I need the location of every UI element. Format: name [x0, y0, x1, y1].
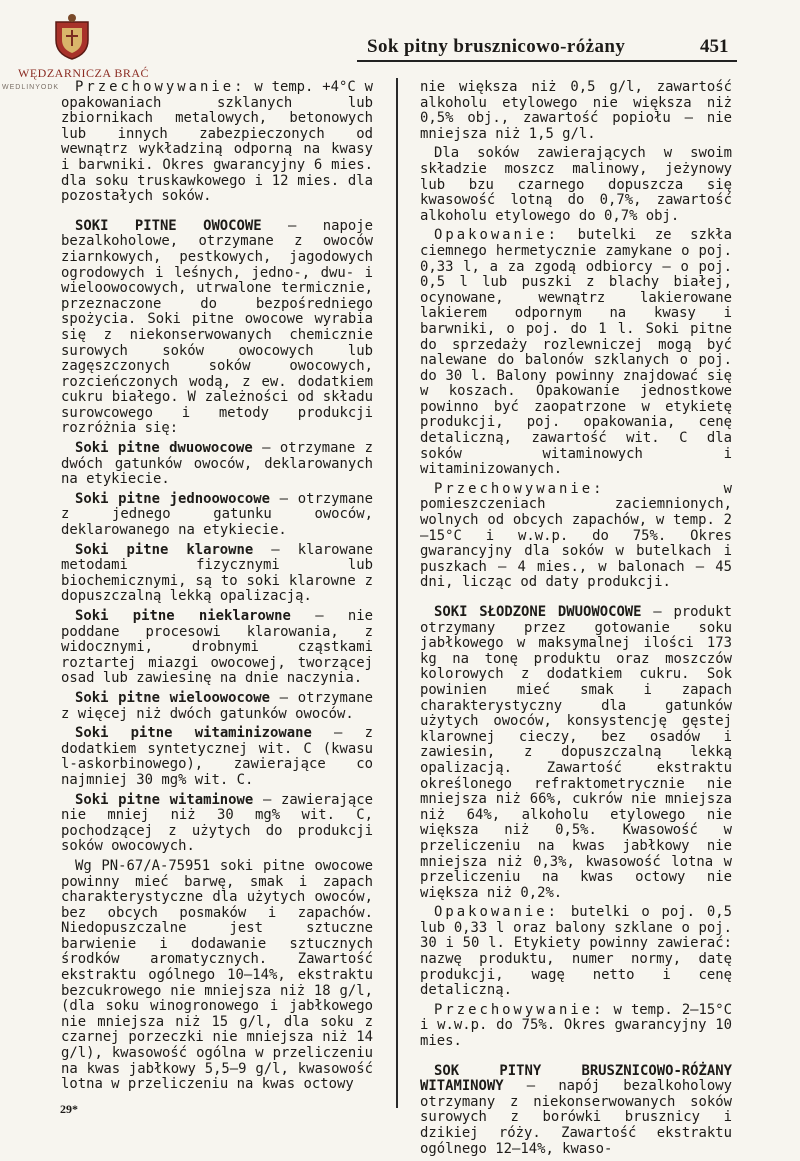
definition-paragraph: Soki pitne witaminizowane — z dodatkiem syntetycznej wit. C (kwasu l-askorbinowego), zawierające co najmniej 30 mg% wit. C. [61, 725, 373, 788]
paragraph: nie większa niż 0,5 g/l, zawartość alkoholu etylowego nie większa niż 0,5% obj., zawartość popiołu — nie mniejsza niż 1,5 g/l. [420, 79, 732, 142]
left-column [61, 80, 373, 1097]
section-heading-paragraph: SOKI SŁODZONE DWUOWOCOWE — produkt otrzymany przez gotowanie soku jabłkowego w maksymalnej ilości 173 kg na tonę produktu oraz moszczów kolorowych z dodatkiem cukru. Sok powinien mieć smak i zapach charakterystyczny dla gatunków użytych owoców, konsystencję gęstej klarownej cieczy, bez osadów i zawiesin, z dopuszczalną lekką opalizacją. Zawartość ekstraktu określonego refraktometrycznie nie mniejsza niż 66%, cukrów nie mniejsza niż 64%, alkoholu etylowego nie większa niż 0,5%. Kwasowość w przeliczeniu na kwas jabłkowy nie mniejsza niż 0,3%, kwasowość lotna w przeliczeniu na kwas octowy nie większa niż 0,2%. [420, 604, 732, 901]
definition-paragraph: Soki pitne klarowne — klarowane metodami fizycznymi lub biochemicznymi, są to soki klarowne z dopuszczalną lekką opalizacją. [61, 541, 373, 605]
signature-mark: 29* [60, 1102, 78, 1116]
logo-sub-text: WEDLINYODK [2, 84, 60, 91]
right-column [420, 80, 732, 1161]
paragraph: Dla soków zawierających w swoim składzie moszcz malinowy, jeżynowy lub bzu czarnego dopuszcza się kwasowość lotną do 0,7%, zawartość alkoholu etylowego do 0,7% obj. [420, 145, 732, 224]
definition-paragraph: Soki pitne witaminowe — zawierające nie mniej niż 30 mg% wit. C, pochodzącej z użytych do produkcji soków owocowych. [61, 791, 373, 855]
paragraph: Przechowywanie: w temp. +4°C w opakowaniach szklanych lub zbiornikach metalowych, betonowych lub innych zabezpieczonych od wewnątrz wykładziną odporną na kwasy i barwniki. Okres gwarancyjny 6 mies. dla soku truskawkowego i 12 mies. dla pozostałych soków. [61, 79, 373, 205]
paragraph: Przechowywanie: w temp. 2—15°C i w.w.p. do 75%. Okres gwarancyjny 10 mies. [420, 1001, 732, 1050]
header-rule [357, 60, 737, 62]
definition-paragraph: Soki pitne jednoowocowe — otrzymane z jednego gatunku owoców, deklarowanego na etykiecie. [61, 490, 373, 539]
section-heading-paragraph: SOK PITNY BRUSZNICOWO-RÓŻANY WITAMINOWY — napój bezalkoholowy otrzymany z niekonserwowanych soków surowych z borówki brusznicy i dzikiej róży. Zawartość ekstraktu ogólnego 12—14%, kwaso- [420, 1062, 732, 1157]
definition-paragraph: Soki pitne nieklarowne — nie poddane procesowi klarowania, z widocznymi, drobnymi cząstkami roztartej miazgi owocowej, tworzącej osad lub zawiesinę na dnie naczynia. [61, 608, 373, 687]
paragraph: Opakowanie: butelki ze szkła ciemnego hermetycznie zamykane o poj. 0,33 l, a za zgodą odbiorcy — o poj. 0,5 l lub puszki z blachy białej, ocynowane, wewnątrz lakierowane lakierem odpornym na kwasy i barwniki, o poj. do 1 l. Soki pitne do sprzedaży rozlewniczej mogą być nalewane do balonów szklanych o poj. do 30 l. Balony powinny znajdować się w koszach. Opakowanie jednostkowe powinno być zaopatrzone w etykietę produkcji, poj. opakowania, cenę detaliczną, zawartość wit. C dla soków witaminowych i witaminizowanych. [420, 227, 732, 478]
running-header-title: Sok pitny brusznicowo-różany [367, 36, 626, 57]
paragraph: Opakowanie: butelki o poj. 0,5 lub 0,33 l oraz balony szklane o poj. 30 i 50 l. Etykiety powinny zawierać: nazwę produktu, numer normy, datę produkcji, wagę netto i cenę detaliczną. [420, 904, 732, 999]
shield-logo-icon [52, 12, 92, 60]
section-heading-paragraph: SOKI PITNE OWOCOWE — napoje bezalkoholowe, otrzymane z owoców ziarnkowych, pestkowych, jagodowych ogrodowych i leśnych, jedno-, dwu- i wieloowocowych, utrwalone termicznie, przeznaczone do bezpośredniego spożycia. Soki pitne owocowe wyrabia się z niekonserwowanych chemicznie surowych soków owocowych lub zagęszczonych soków owocowych, rozcieńczonych wodą, z ew. dodatkiem cukru białego. W zależności od składu surowcowego i metody produkcji rozróżnia się: [61, 217, 373, 437]
page-number: 451 [700, 36, 729, 57]
definition-paragraph: Soki pitne wieloowocowe — otrzymane z więcej niż dwóch gatunków owoców. [61, 689, 373, 722]
paragraph: Wg PN-67/A-75951 soki pitne owocowe powinny mieć barwę, smak i zapach charakterystyczne dla użytych owoców, bez obcych posmaków i zapachów. Niedopuszczalne jest sztuczne barwienie i dodawanie sztucznych środków aromatycznych. Zawartość ekstraktu ogólnego 10—14%, ekstraktu bezcukrowego nie mniejsza niż 18 g/l, (dla soku winogronowego i jabłkowego nie mniejsza niż 15 g/l, dla soku z czarnej porzeczki nie mniejsza niż 14 g/l), kwasowość ogólna w przeliczeniu na kwas jabłkowy 5,5—9 g/l, kwasowość lotna w przeliczeniu na kwas octowy [61, 857, 373, 1093]
column-divider [396, 78, 398, 1108]
paragraph: Przechowywanie: w pomieszczeniach zaciemnionych, wolnych od obcych zapachów, w temp. 2—15°C i w.w.p. do 75%. Okres gwarancyjny dla soków w butelkach i puszkach — 4 mies., w balonach — 45 dni, licząc od daty produkcji. [420, 480, 732, 591]
definition-paragraph: Soki pitne dwuowocowe — otrzymane z dwóch gatunków owoców, deklarowanych na etykiecie. [61, 440, 373, 488]
logo-brand-text: WĘDZARNICZA BRAĆ [18, 66, 149, 80]
